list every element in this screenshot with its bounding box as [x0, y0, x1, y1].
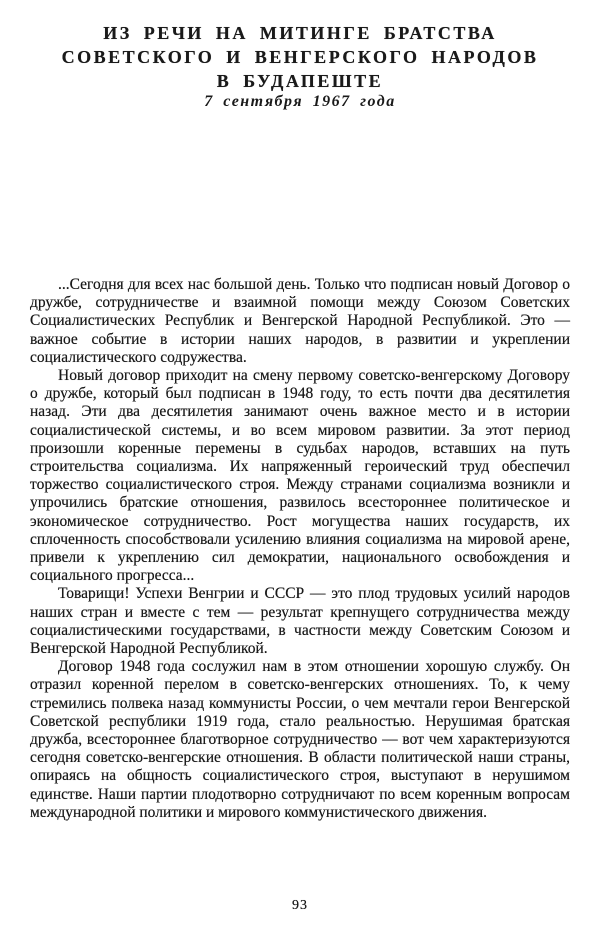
paragraph-2: Новый договор приходит на смену первому советско-венгерскому Договору о дружбе, который был подписан в 1948 году, то есть почти два десятилетия назад. Эти два десятилетия занимают очень важное место и в истории социалистической системы, и во всем мировом развитии. За этот период произошли коренные перемены в судьбах народов, вставших на путь строительства социализма. Их напряженный героический труд обеспечил торжество социалистического строя. Между странами социализма возникли и упрочились братские отношения, развилось всестороннее политическое и экономическое сотрудничество. Рост могущества наших государств, их сплоченность способствовали усилению влияния социализма на мировой арене, привели к укреплению сил демократии, национального освобождения и социального прогресса...	[30, 367, 570, 585]
date-line: 7 сентября 1967 года	[204, 93, 396, 110]
paragraph-4: Договор 1948 года сослужил нам в этом отношении хорошую службу. Он отразил коренной перелом в советско-венгерских отношениях. То, к чему стремились полвека назад коммунисты России, о чем мечтали герои Венгерской Советской республики 1919 года, стало реальностью. Нерушимая братская дружба, всестороннее благотворное сотрудничество — вот чем характеризуются сегодня советско-венгерские отношения. В области политической наши страны, опираясь на общность социалистического строя, выступают в нерушимом единстве. Наши партии плодотворно сотрудничают по всем коренным вопросам международной политики и мирового коммунистического движения.	[30, 658, 570, 821]
page-title	[0, 21, 600, 93]
title-line-2: СОВЕТСКОГО И ВЕНГЕРСКОГО НАРОДОВ	[61, 47, 539, 67]
title-line-3: В БУДАПЕШТЕ	[216, 71, 384, 91]
body-text	[30, 276, 570, 822]
paragraph-1: ...Сегодня для всех нас большой день. Только что подписан новый Договор о дружбе, сотрудничестве и взаимной помощи между Союзом Советских Социалистических Республик и Венгерской Народной Республикой. Это — важное событие в истории наших народов, в развитии и укреплении социалистического содружества.	[30, 276, 570, 366]
page-number: 93	[292, 898, 308, 913]
title-line-1: ИЗ РЕЧИ НА МИТИНГЕ БРАТСТВА	[103, 23, 497, 43]
paragraph-3: Товарищи! Успехи Венгрии и СССР — это плод трудовых усилий народов наших стран и вместе с тем — результат крепнущего сотрудничества между социалистическими государствами, в частности между Советским Союзом и Венгерской Народной Республикой.	[30, 585, 570, 658]
